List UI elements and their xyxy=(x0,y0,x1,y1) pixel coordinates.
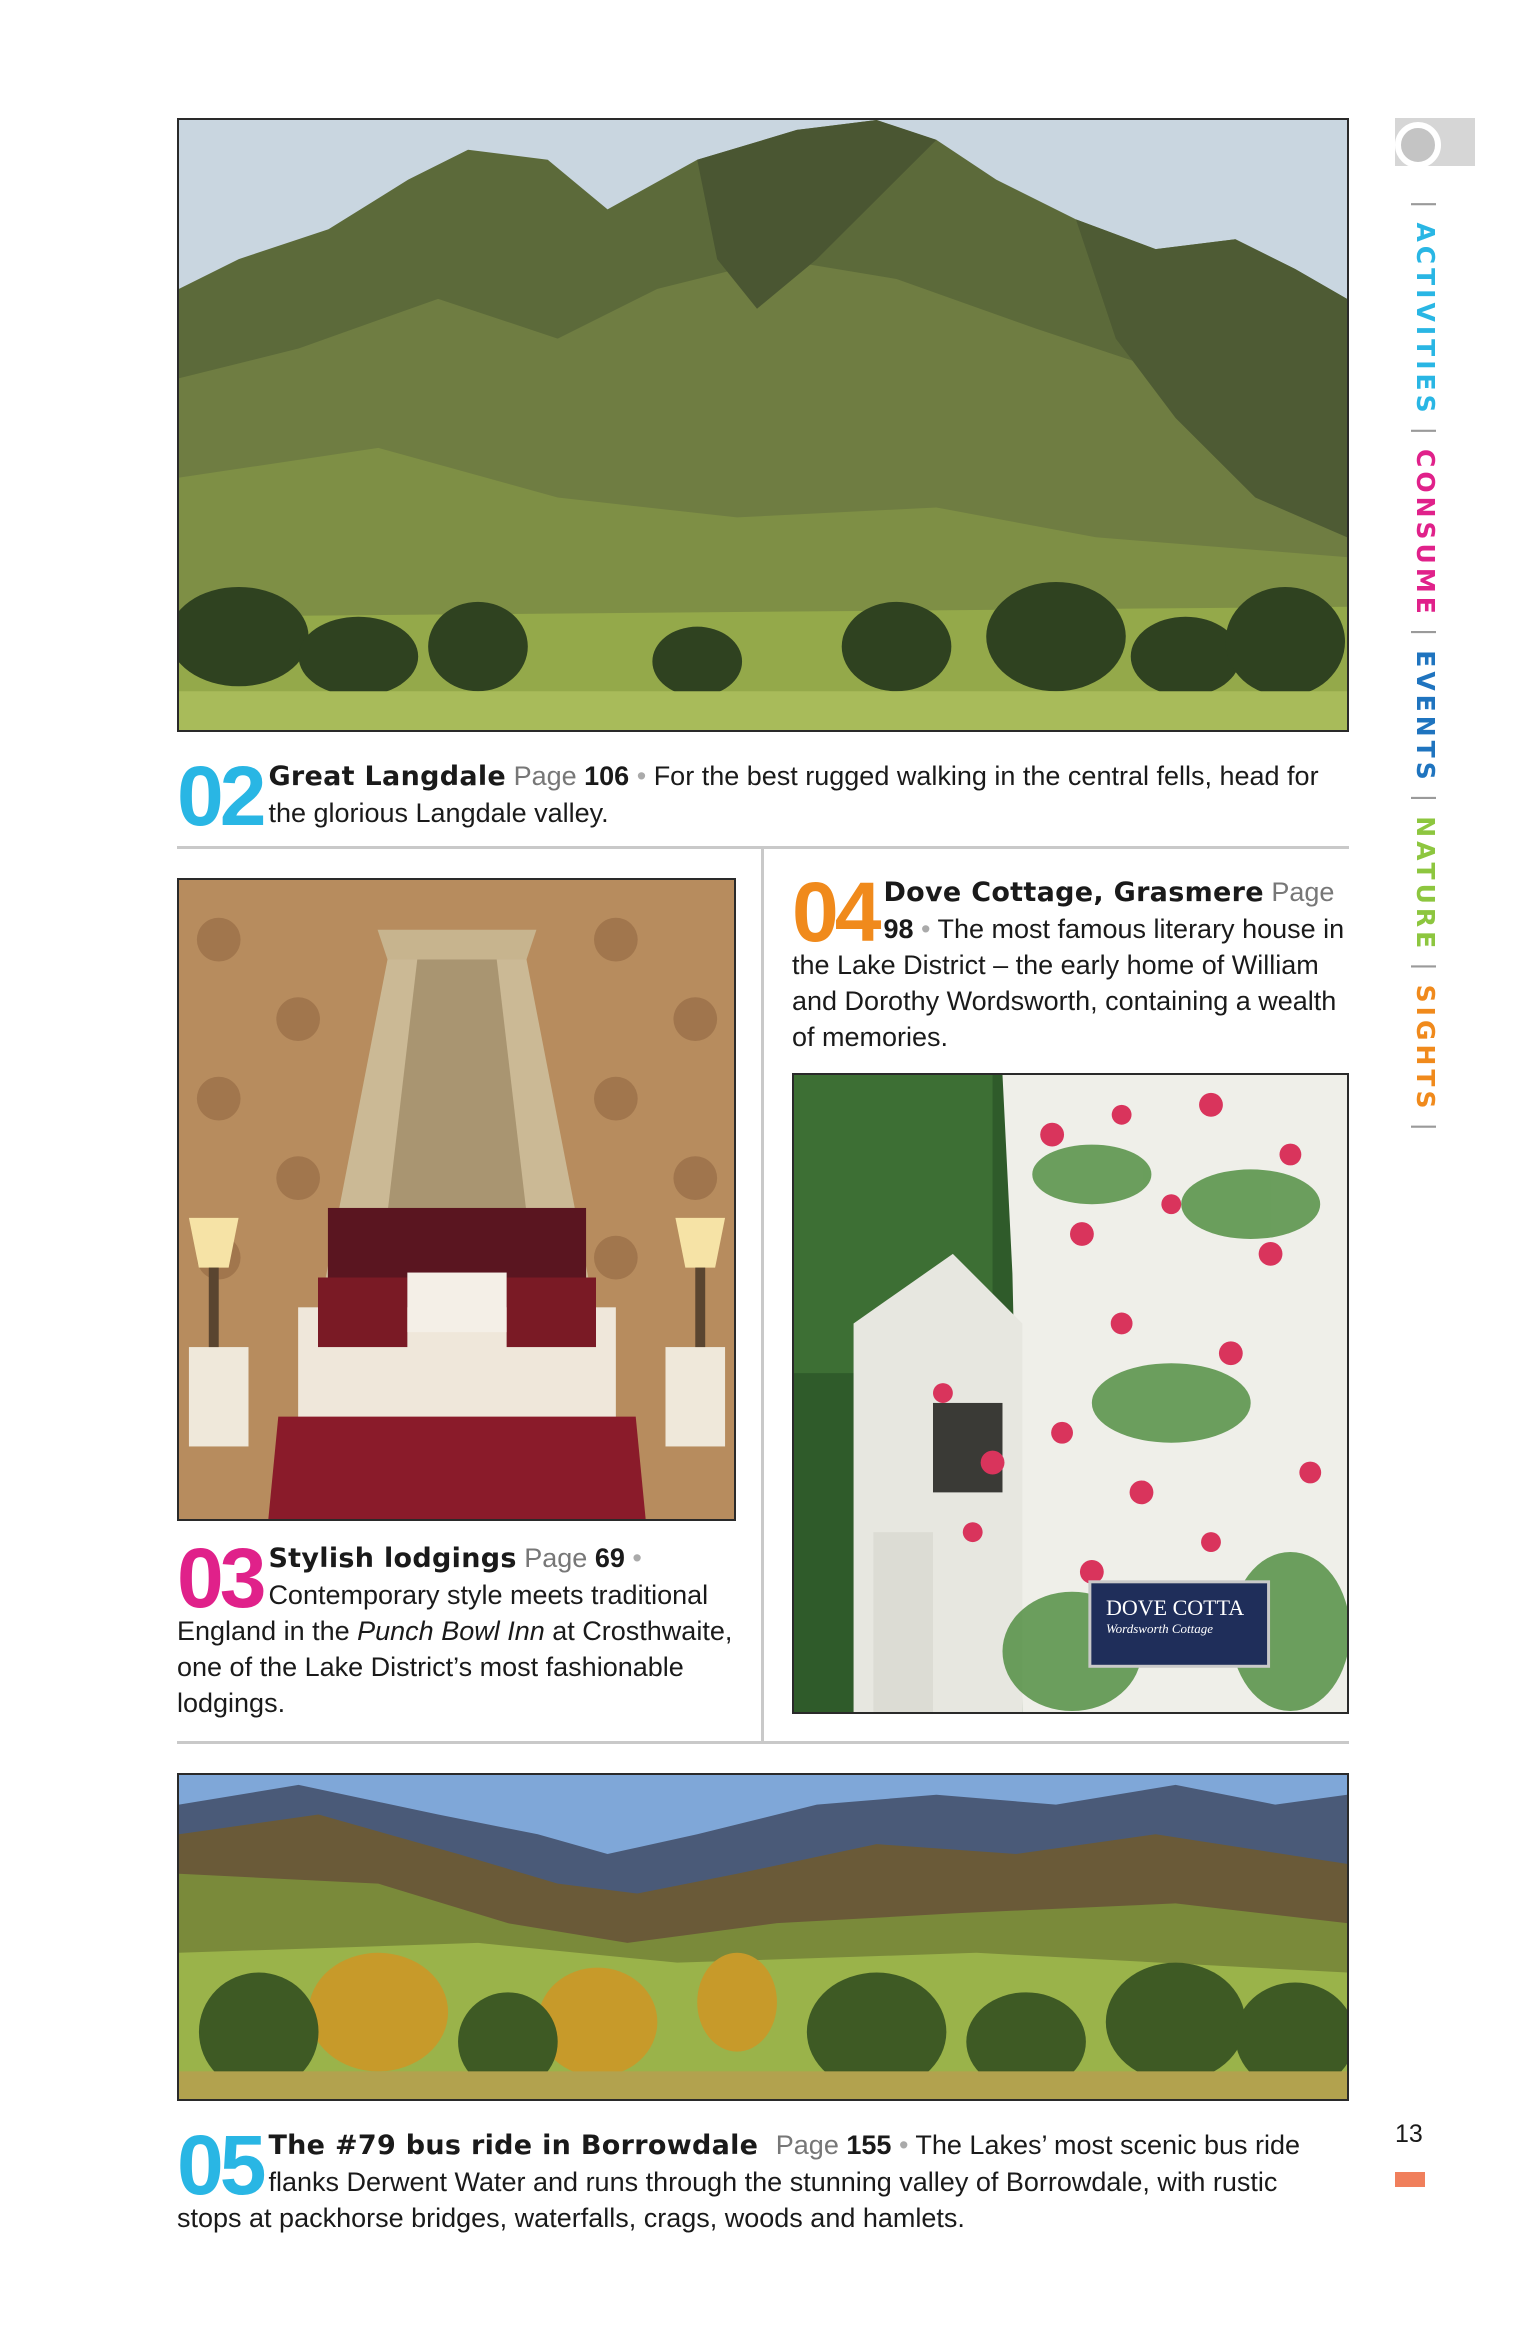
entry-04-page-number[interactable]: 98 xyxy=(883,914,914,944)
entry-03-page-label: Page xyxy=(524,1543,588,1573)
divider-bottom xyxy=(177,1741,1349,1744)
nav-separator: | xyxy=(1411,962,1440,975)
bullet: • xyxy=(921,914,931,944)
entry-05-number: 05 xyxy=(177,2118,263,2212)
entry-03-number: 03 xyxy=(177,1531,263,1625)
bullet: • xyxy=(632,1543,642,1573)
entry-02-title[interactable]: Great Langdale xyxy=(268,761,507,792)
cottage-sign-subtitle: Wordsworth Cottage xyxy=(1106,1621,1214,1636)
great-langdale-photo xyxy=(177,118,1349,732)
cottage-sign xyxy=(1106,1595,1266,1637)
entry-03-caption xyxy=(177,1531,736,1721)
nav-separator: | xyxy=(1411,426,1440,440)
entry-03-text-after: at Crosthwaite, one of the Lake District’s most fashionable lodgings. xyxy=(177,1616,733,1718)
section-nav xyxy=(1398,190,1458,1135)
nav-item-sights[interactable]: SIGHTS xyxy=(1411,984,1440,1113)
page-number: 13 xyxy=(1395,2120,1423,2148)
nav-item-activities[interactable]: ACTIVITIES xyxy=(1411,222,1440,417)
entry-02-page-label: Page xyxy=(513,761,577,791)
entry-03-text-italic: Punch Bowl Inn xyxy=(357,1616,545,1646)
entry-04-caption xyxy=(792,865,1349,1055)
entry-03-title[interactable]: Stylish lodgings xyxy=(268,1543,517,1574)
page-marker xyxy=(1395,2172,1425,2187)
entry-02-number: 02 xyxy=(177,749,263,843)
entry-05-caption xyxy=(177,2118,1349,2236)
entry-05-text: The Lakes’ most scenic bus ride flanks Derwent Water and runs through the stunning valley of Borrowdale, with rustic stops at packhorse bridges, waterfalls, crags, woods and hamlets. xyxy=(177,2130,1301,2233)
nav-item-nature[interactable]: NATURE xyxy=(1411,816,1440,953)
entry-04-page-label: Page xyxy=(1271,877,1335,907)
section-tab xyxy=(1395,118,1475,166)
divider-vertical xyxy=(761,849,764,1741)
bullet: • xyxy=(898,2130,909,2160)
lodgings-bedroom-photo xyxy=(177,878,736,1521)
section-nav-strip xyxy=(1411,190,1440,1145)
entry-02-caption xyxy=(177,749,1349,843)
entry-04-text: The most famous literary house in the Lake District – the early home of William and Dorothy Wordsworth, containing a wealth of memories. xyxy=(792,914,1345,1052)
bullet: • xyxy=(636,761,647,791)
section-tab-circle-icon xyxy=(1395,122,1441,168)
entry-05-title[interactable]: The #79 bus ride in Borrowdale xyxy=(268,2130,759,2161)
entry-05-page-label: Page xyxy=(775,2130,839,2160)
dove-cottage-photo xyxy=(792,1073,1349,1714)
entry-02-text: For the best rugged walking in the central fells, head for the glorious Langdale valley. xyxy=(268,761,1319,828)
nav-separator: | xyxy=(1411,200,1440,213)
entry-02-page-number[interactable]: 106 xyxy=(584,761,630,791)
nav-separator: | xyxy=(1411,793,1440,807)
entry-03-page-number[interactable]: 69 xyxy=(594,1543,625,1573)
nav-item-events[interactable]: EVENTS xyxy=(1411,650,1440,784)
nav-separator: | xyxy=(1411,627,1440,641)
entry-03-text-before: Contemporary style meets traditional England in the xyxy=(177,1580,709,1646)
entry-04-title[interactable]: Dove Cottage, Grasmere xyxy=(883,877,1264,908)
entry-04-number: 04 xyxy=(792,865,878,959)
entry-05-page-number[interactable]: 155 xyxy=(846,2130,892,2160)
nav-separator: | xyxy=(1411,1122,1440,1135)
nav-item-consume[interactable]: CONSUME xyxy=(1411,449,1440,618)
borrowdale-photo xyxy=(177,1773,1349,2101)
cottage-sign-title: DOVE COTTA xyxy=(1106,1595,1245,1620)
